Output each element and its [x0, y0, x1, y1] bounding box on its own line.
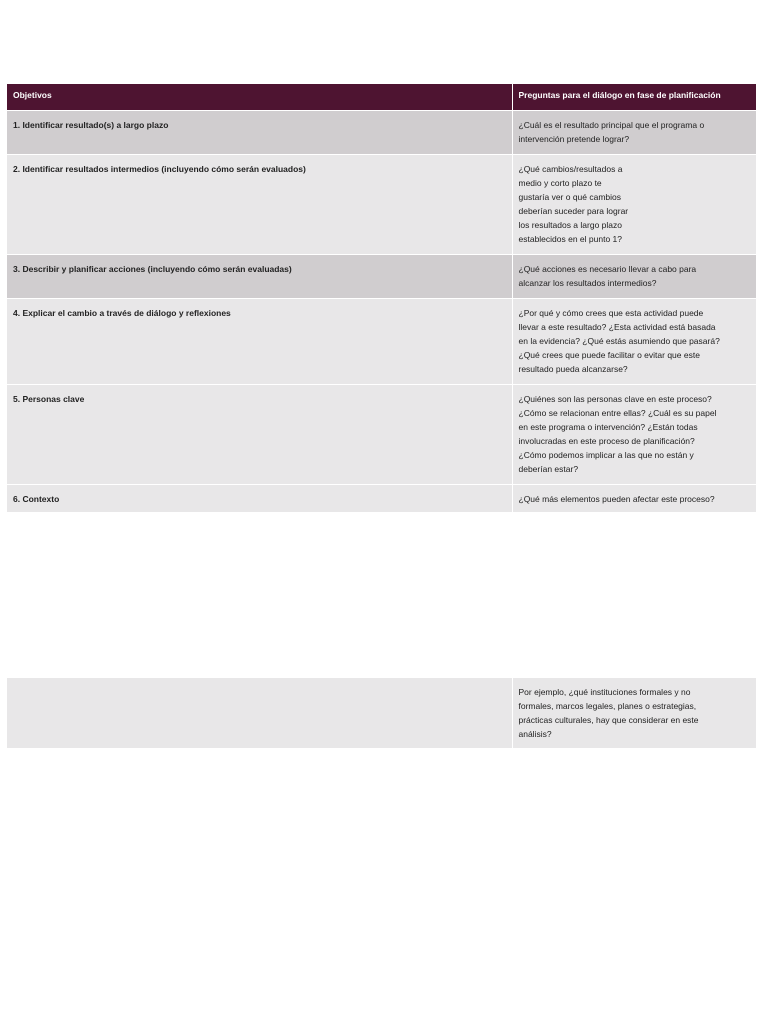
- table-row: [7, 385, 756, 485]
- question-cell: ¿Cuál es el resultado principal que el programa o intervención pretende lograr?: [512, 111, 756, 155]
- header-objetivos: Objetivos: [7, 84, 512, 111]
- question-cell: ¿Qué más elementos pueden afectar este proceso?: [512, 485, 756, 513]
- objective-cell: 6. Contexto: [7, 485, 512, 513]
- objective-cell: 1. Identificar resultado(s) a largo plazo: [7, 111, 512, 155]
- header-preguntas: Preguntas para el diálogo en fase de planificación: [512, 84, 756, 111]
- table-row: [7, 485, 756, 513]
- question-cell: Por ejemplo, ¿qué instituciones formales y no formales, marcos legales, planes o estrategias, prácticas culturales, hay que considerar en este análisis?: [512, 678, 756, 748]
- table-header-row: [7, 84, 756, 111]
- question-cell: ¿Por qué y cómo crees que esta actividad puede llevar a este resultado? ¿Esta actividad está basada en la evidencia? ¿Qué estás asumiendo que pasará? ¿Qué crees que puede facilitar o evitar que este resultado pueda alcanzarse?: [512, 299, 756, 385]
- objective-cell: 2. Identificar resultados intermedios (incluyendo cómo serán evaluados): [7, 155, 512, 255]
- question-cell: ¿Quiénes son las personas clave en este proceso? ¿Cómo se relacionan entre ellas? ¿Cuál es su papel en este programa o intervención? ¿Están todas involucradas en este proceso de planificación? ¿Cómo podemos implicar a las que no están y deberían estar?: [512, 385, 756, 485]
- table-row: [7, 255, 756, 299]
- objective-cell: 5. Personas clave: [7, 385, 512, 485]
- objective-cell: 3. Describir y planificar acciones (incluyendo cómo serán evaluadas): [7, 255, 512, 299]
- question-cell: ¿Qué acciones es necesario llevar a cabo para alcanzar los resultados intermedios?: [512, 255, 756, 299]
- planning-table-continuation: [7, 678, 756, 748]
- objective-cell: [7, 678, 512, 748]
- table-row: [7, 299, 756, 385]
- planning-table: [7, 84, 756, 512]
- question-cell: ¿Qué cambios/resultados a medio y corto plazo te gustaría ver o qué cambios deberían suceder para lograr los resultados a largo plazo establecidos en el punto 1?: [512, 155, 756, 255]
- table-row: [7, 678, 756, 748]
- objective-cell: 4. Explicar el cambio a través de diálogo y reflexiones: [7, 299, 512, 385]
- table-row: [7, 111, 756, 155]
- table-row: [7, 155, 756, 255]
